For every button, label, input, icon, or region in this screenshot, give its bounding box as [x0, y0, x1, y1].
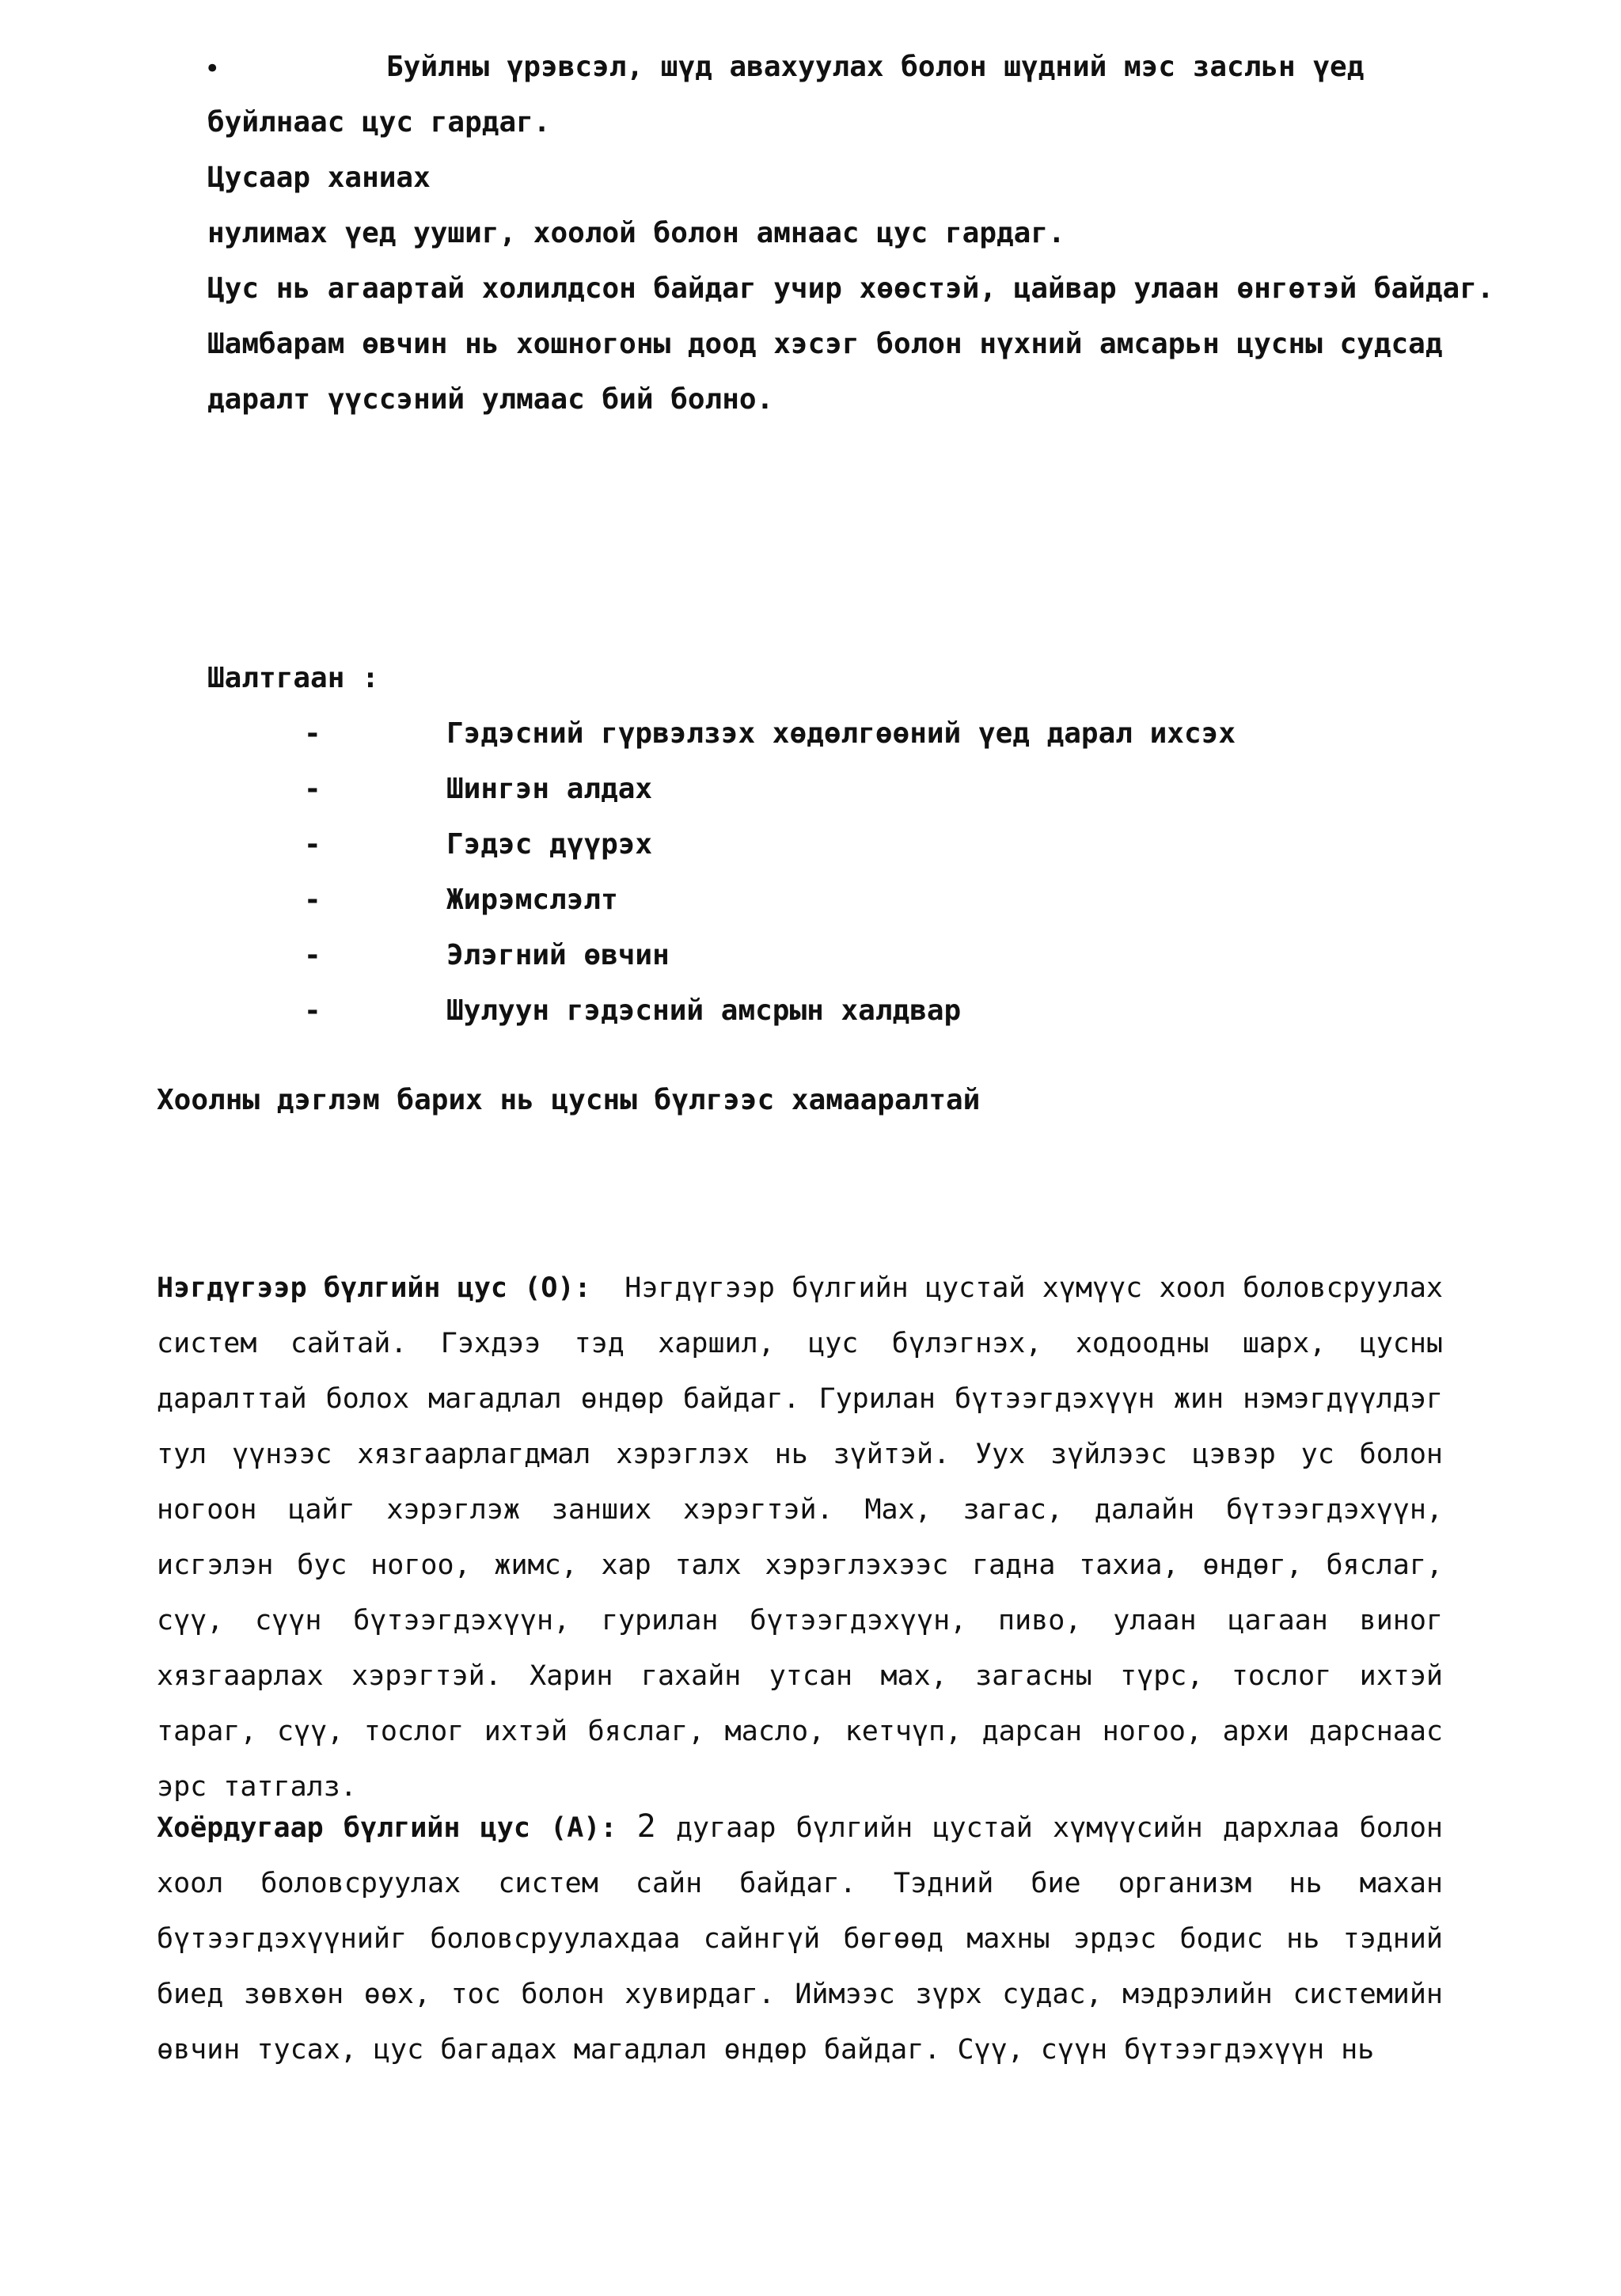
list-dash: -: [304, 773, 321, 805]
list-item: Элэгний өвчин: [446, 939, 670, 971]
diet-heading: Хоолны дэглэм барих нь цусны бүлгээс хамааралтай: [157, 1084, 981, 1116]
list-dash: -: [304, 994, 321, 1027]
paragraph-blood-type-a: [157, 1799, 1443, 2077]
text-line: нулимах үед уушиг, хоолой болон амнаас цус гардаг.: [207, 217, 1065, 249]
paragraph-text: Нэгдүгээр бүлгийн цустай хүмүүс хоол боловсруулах систем сайтай. Гэхдээ тэд харшил, цус бүлэгнэх, ходоодны шарх, цусны даралттай болох магадлал өндөр байдаг. Гурилан бүтээгдэхүүн жин нэмэгдүүлдэг тул үүнээс хязгаарлагдмал хэрэглэх нь зүйтэй. Уух зүйлээс цэвэр ус болон ногоон цайг хэрэглэж занших хэрэгтэй. Мах, загас, далайн бүтээгдэхүүн, исгэлэн бус ногоо, жимс, хар талх хэрэглэхээс гадна тахиа, өндөг, бяслаг, сүү, сүүн бүтээгдэхүүн, гурилан бүтээгдэхүүн, пиво, улаан цагаан виног хязгаарлах хэрэгтэй. Харин гахайн утсан мах, загасны түрс, тослог ихтэй тараг, сүү, тослог ихтэй бяслаг, масло, кетчүп, дарсан ногоо, архи дарснаас эрс татгалз.: [157, 1272, 1443, 1803]
paragraph-number: 2: [636, 1808, 656, 1845]
list-dash: -: [304, 884, 321, 916]
text-line: Буйлны үрэвсэл, шүд авахуулах болон шүдний мэс засльн үед: [386, 51, 1365, 83]
list-dash: -: [304, 828, 321, 861]
list-dash: -: [304, 939, 321, 971]
text-line: даралт үүссэний улмаас бий болно.: [207, 383, 774, 416]
text-line: Цус нь агаартай холилдсон байдаг учир хөөстэй, цайвар улаан өнгөтэй байдаг.: [207, 272, 1494, 305]
causes-heading: Шалтгаан :: [207, 662, 379, 694]
text-line: Цусаар ханиах: [207, 162, 431, 194]
bullet-icon: •: [204, 53, 221, 85]
paragraph-blood-type-o: [157, 1260, 1443, 1815]
list-item: Шингэн алдах: [446, 773, 653, 805]
list-dash: -: [304, 717, 321, 750]
text-line: Шамбарам өвчин нь хошногоны доод хэсэг болон нүхний амсарьн цусны судсад: [207, 328, 1443, 360]
paragraph-label: Нэгдүгээр бүлгийн цус (О):: [157, 1272, 591, 1304]
list-item: Гэдэс дүүрэх: [446, 828, 653, 861]
list-item: Шулуун гэдэсний амсрын халдвар: [446, 994, 962, 1027]
list-item: Гэдэсний гүрвэлзэх хөдөлгөөний үед дарал ихсэх: [446, 717, 1236, 750]
paragraph-text: дугаар бүлгийн цустай хүмүүсийн дархлаа болон хоол боловсруулах систем сайн байдаг. Тэдний бие организм нь махан бүтээгдэхүүнийг боловсруулахдаа сайнгүй бөгөөд махны эрдэс бодис нь тэдний биед зөвхөн өөх, тос болон хувирдаг. Иймээс зүрх судас, мэдрэлийн системийн өвчин тусах, цус багадах магадлал өндөр байдаг. Сүү, сүүн бүтээгдэхүүн нь: [157, 1812, 1443, 2066]
list-item: Жирэмслэлт: [446, 884, 618, 916]
paragraph-label: Хоёрдугаар бүлгийн цус (А):: [157, 1812, 617, 1844]
text-line: буйлнаас цус гардаг.: [207, 106, 551, 139]
